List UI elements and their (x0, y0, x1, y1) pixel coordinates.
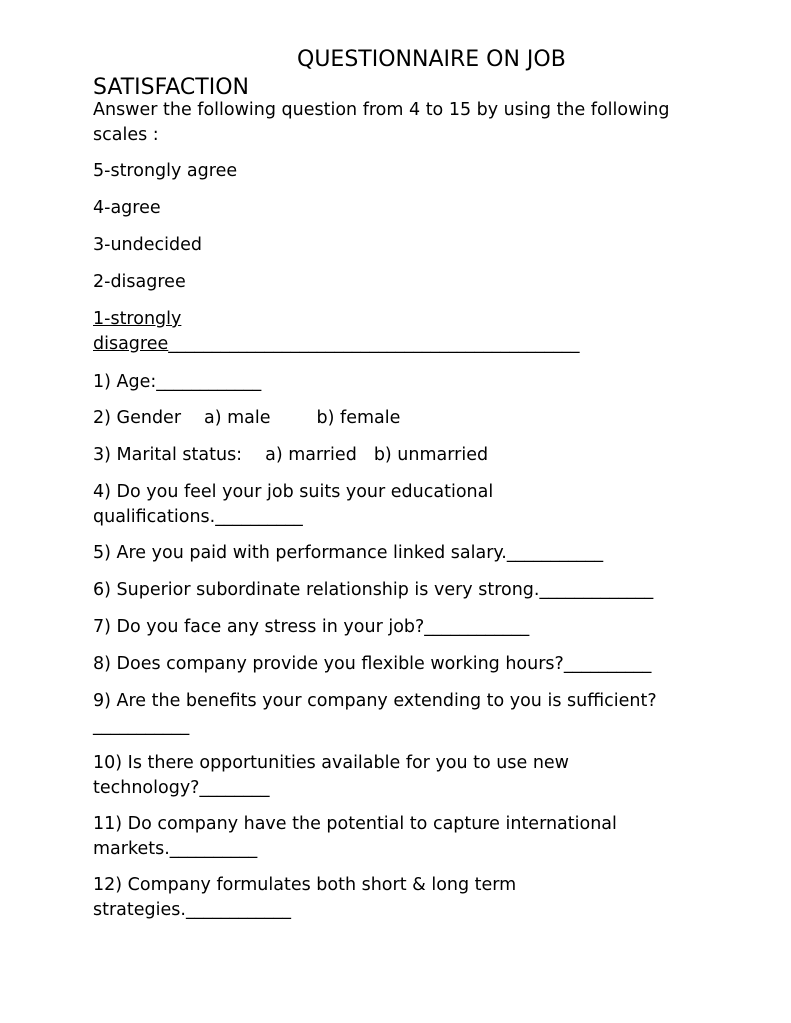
marital-option-married: a) married (265, 445, 357, 465)
question-age: 1) Age:____________ (93, 372, 262, 392)
scale-5: 5-strongly agree (93, 161, 238, 181)
question-12 (93, 873, 713, 922)
instructions-line-2: scales : (93, 124, 159, 145)
question-gender-label: 2) Gender (93, 408, 182, 428)
scale-1-line-2 (93, 332, 713, 357)
question-10-line-2: technology?________ (93, 777, 270, 798)
question-6: 6) Superior subordinate relationship is very strong._____________ (93, 580, 654, 600)
question-12-line-2: strategies.____________ (93, 899, 291, 920)
document-title-continued: SATISFACTION (93, 75, 249, 100)
question-9-line-2: ___________ (93, 715, 190, 736)
scale-1 (93, 307, 713, 356)
marital-option-unmarried: b) unmarried (373, 445, 489, 465)
scale-3: 3-undecided (93, 235, 202, 255)
instructions (93, 98, 713, 147)
question-marital-status (93, 443, 713, 468)
question-11 (93, 812, 713, 861)
question-11-line-2: markets.__________ (93, 838, 258, 859)
question-8: 8) Does company provide you flexible working hours?__________ (93, 654, 652, 674)
scale-1-rule: _______________________________________________ (168, 333, 580, 354)
question-4-line-1: 4) Do you feel your job suits your educational (93, 482, 494, 502)
scale-1-line-1: 1-strongly (93, 309, 182, 329)
question-9-line-1: 9) Are the benefits your company extending to you is sufficient? (93, 691, 657, 711)
question-10 (93, 751, 713, 800)
scale-2: 2-disagree (93, 272, 186, 292)
question-9 (93, 689, 713, 738)
question-5: 5) Are you paid with performance linked salary.___________ (93, 543, 604, 563)
question-4-line-2: qualifications.__________ (93, 506, 303, 527)
instructions-line-1: Answer the following question from 4 to 15 by using the following (93, 100, 670, 120)
gender-option-female: b) female (316, 408, 401, 428)
document-title: QUESTIONNAIRE ON JOB (297, 47, 566, 72)
question-11-line-1: 11) Do company have the potential to capture international (93, 814, 617, 834)
question-4 (93, 480, 713, 529)
question-10-line-1: 10) Is there opportunities available for you to use new (93, 753, 569, 773)
question-7: 7) Do you face any stress in your job?____________ (93, 617, 530, 637)
gender-option-male: a) male (204, 408, 271, 428)
question-12-line-1: 12) Company formulates both short & long term (93, 875, 517, 895)
question-gender (93, 406, 713, 431)
scale-4: 4-agree (93, 198, 161, 218)
scale-1-word: disagree (93, 333, 169, 354)
question-marital-label: 3) Marital status: (93, 445, 243, 465)
